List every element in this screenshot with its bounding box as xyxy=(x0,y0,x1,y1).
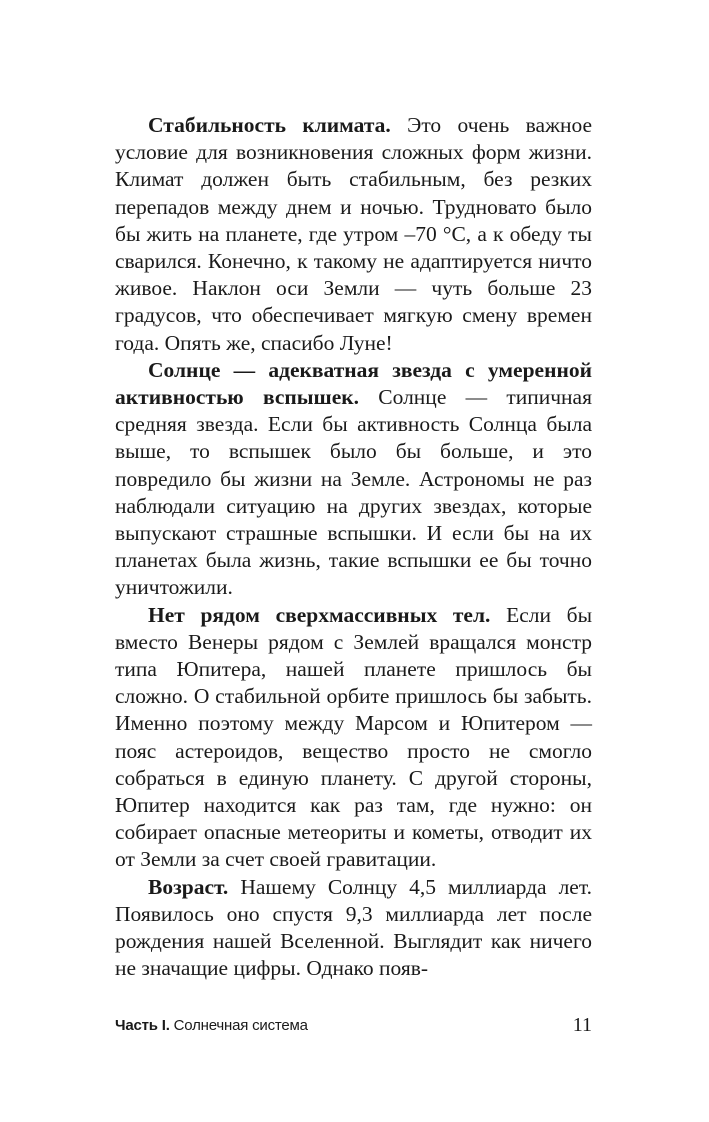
paragraph-no-supermassive-bodies xyxy=(115,602,592,874)
paragraph-climate-stability xyxy=(115,112,592,357)
page-number: 11 xyxy=(572,1014,592,1036)
page-footer xyxy=(115,1016,592,1040)
paragraph-age xyxy=(115,874,592,983)
paragraph-text: Это очень важное условие для возникновения сложных форм жизни. Климат должен быть стабильным, без резких перепадов между днем и ночью. Трудновато было бы жить на планете, где утром –70 °С, а к обеду ты сварился. Конечно, к такому не адаптируется ничто живое. Наклон оси Земли — чуть больше 23 градусов, что обеспечивает мягкую смену времен года. Опять же, спасибо Луне! xyxy=(115,113,593,355)
running-head xyxy=(115,1016,308,1036)
page-body xyxy=(115,112,592,983)
part-title: Солнечная система xyxy=(173,1017,308,1034)
paragraph-sun-activity xyxy=(115,357,592,602)
paragraph-heading: Нет рядом сверхмассивных тел. xyxy=(148,602,491,627)
paragraph-text: Если бы вместо Венеры рядом с Землей вращался монстр типа Юпитера, нашей планете пришлось бы сложно. О стабильной орбите пришлось бы забыть. Именно поэтому между Марсом и Юпитером — пояс астероидов, вещество просто не смогло собраться в единую планету. С другой стороны, Юпитер находится как раз там, где нужно: он собирает опасные метеориты и кометы, отводит их от Земли за счет своей гравитации. xyxy=(115,602,593,872)
paragraph-heading: Стабильность климата. xyxy=(148,113,391,137)
part-label: Часть I. xyxy=(115,1017,170,1034)
paragraph-text: Нашему Солнцу 4,5 миллиарда лет. Появилось оно спустя 9,3 миллиарда лет после рождения нашей Вселенной. Выглядит как ничего не значащие цифры. Однако появ- xyxy=(115,874,592,981)
paragraph-text: Солнце — типичная средняя звезда. Если бы активность Солнца была выше, то вспышек было бы больше, и это повредило бы жизни на Земле. Астрономы не раз наблюдали ситуацию на других звездах, которые выпускают страшные вспышки. И если бы на их планетах была жизнь, такие вспышки ее бы точно уничтожили. xyxy=(115,385,592,600)
paragraph-heading: Возраст. xyxy=(148,874,229,899)
paragraph-heading: Солнце — адекватная звезда с умеренной активностью вспышек. xyxy=(115,357,592,410)
